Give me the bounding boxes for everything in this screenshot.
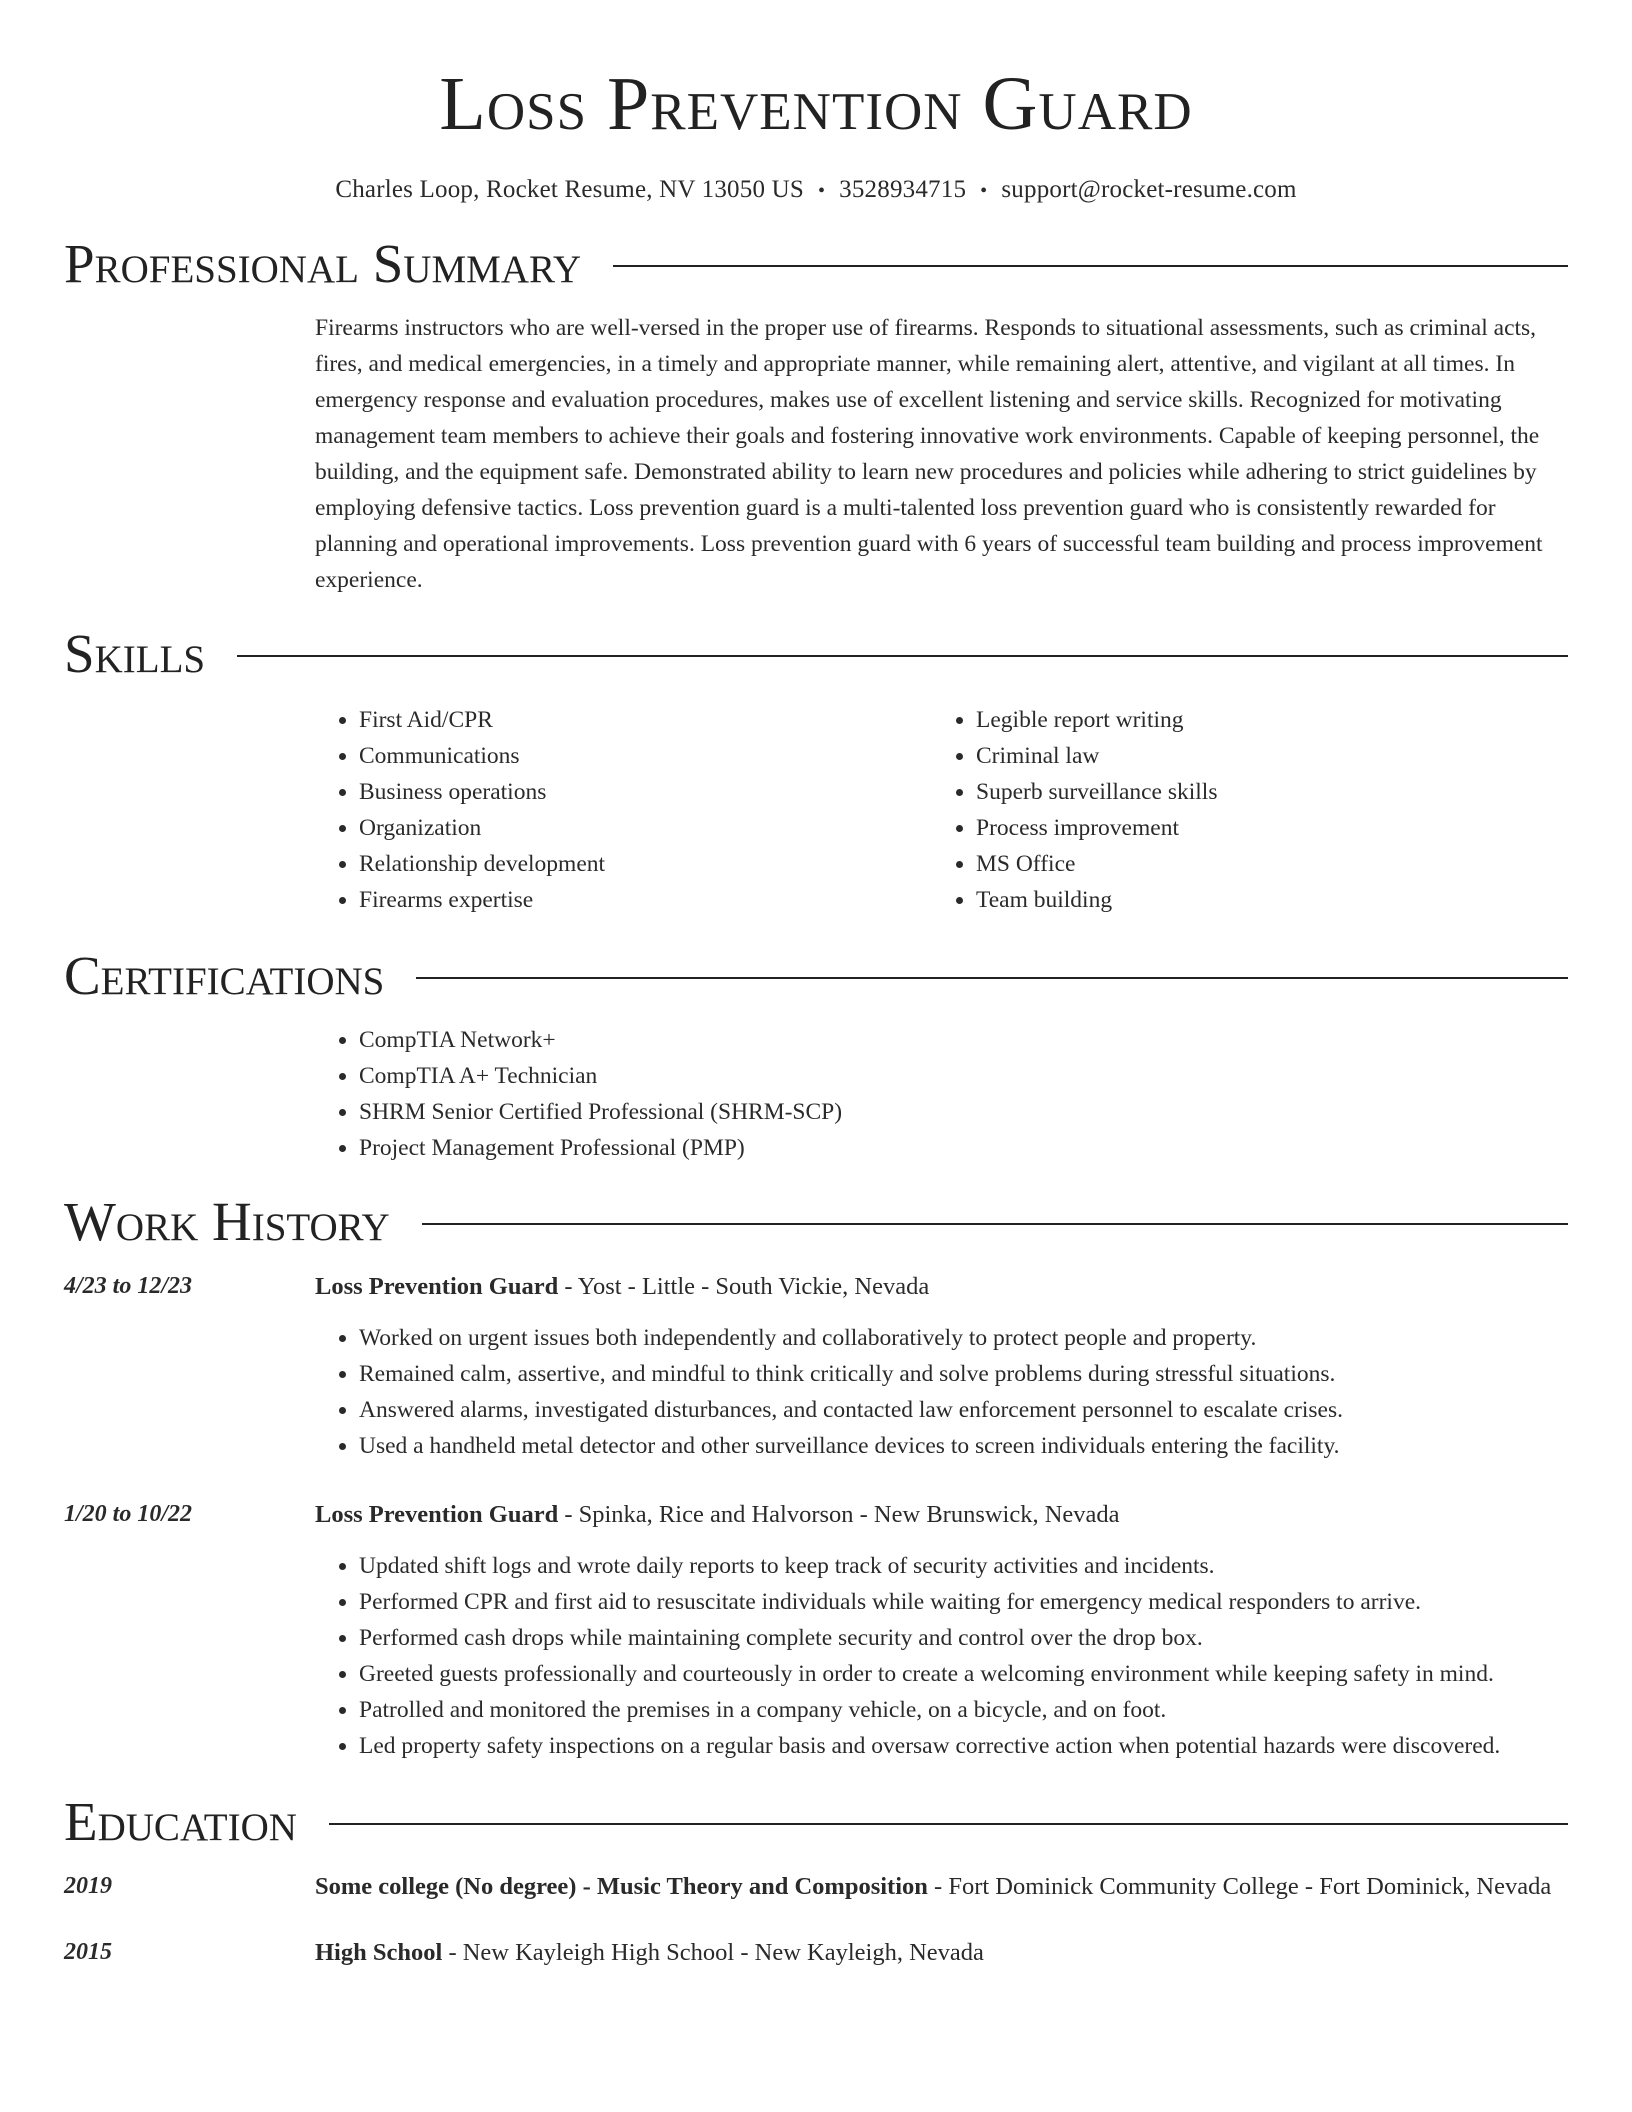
certifications-title: Certifications bbox=[64, 945, 385, 1006]
job-entry bbox=[64, 1496, 1568, 1764]
skill-item: • First Aid/CPR bbox=[359, 702, 932, 738]
education-degree: Some college (No degree) - Music Theory and Composition bbox=[315, 1873, 928, 1900]
job-bullet: • Answered alarms, investigated disturbances, and contacted law enforcement personnel to escalate crises. bbox=[359, 1392, 1568, 1428]
skills-columns bbox=[315, 702, 1568, 918]
job-bullet: • Remained calm, assertive, and mindful to think critically and solve problems during stressful situations. bbox=[359, 1356, 1568, 1392]
job-entry bbox=[64, 1268, 1568, 1464]
job-bullet: • Performed cash drops while maintaining complete security and control over the drop box. bbox=[359, 1620, 1568, 1656]
contact-line bbox=[64, 176, 1568, 204]
section-divider bbox=[416, 977, 1568, 979]
education-title: Education bbox=[64, 1791, 297, 1852]
skill-item: • Organization bbox=[359, 810, 932, 846]
certification-item: • CompTIA Network+ bbox=[359, 1022, 1568, 1058]
job-bullet: • Used a handheld metal detector and other surveillance devices to screen individuals entering the facility. bbox=[359, 1428, 1568, 1464]
summary-section-header bbox=[64, 232, 1568, 296]
skill-item: • Legible report writing bbox=[976, 702, 1549, 738]
certifications-list bbox=[315, 1022, 1568, 1166]
contact-phone: 3528934715 bbox=[839, 176, 967, 203]
job-employer: - Spinka, Rice and Halvorson - New Brunswick, Nevada bbox=[558, 1501, 1120, 1528]
job-employer: - Yost - Little - South Vickie, Nevada bbox=[558, 1273, 930, 1300]
section-divider bbox=[329, 1823, 1568, 1825]
section-divider bbox=[613, 265, 1568, 267]
skill-item: • Criminal law bbox=[976, 738, 1549, 774]
summary-title: Professional Summary bbox=[64, 233, 582, 294]
skill-item: • Relationship development bbox=[359, 846, 932, 882]
skill-item: • Business operations bbox=[359, 774, 932, 810]
skill-item: • Firearms expertise bbox=[359, 882, 932, 918]
job-dates: 4/23 to 12/23 bbox=[64, 1273, 193, 1299]
education-details bbox=[315, 1868, 1568, 1906]
contact-separator: • bbox=[980, 180, 988, 202]
job-bullet: • Performed CPR and first aid to resuscitate individuals while waiting for emergency medical responders to arrive. bbox=[359, 1584, 1568, 1620]
education-details bbox=[315, 1934, 1568, 1972]
section-divider bbox=[422, 1223, 1568, 1225]
job-bullets bbox=[315, 1320, 1568, 1464]
education-year: 2019 bbox=[64, 1873, 112, 1899]
skills-list-right bbox=[932, 702, 1549, 918]
certification-item: • CompTIA A+ Technician bbox=[359, 1058, 1568, 1094]
job-role: Loss Prevention Guard bbox=[315, 1273, 559, 1300]
section-divider bbox=[237, 655, 1568, 657]
skills-section-header bbox=[64, 622, 1568, 686]
certification-item: • SHRM Senior Certified Professional (SHRM-SCP) bbox=[359, 1094, 1568, 1130]
job-bullet: • Greeted guests professionally and courteously in order to create a welcoming environment while keeping safety in mind. bbox=[359, 1656, 1568, 1692]
education-school: - Fort Dominick Community College - Fort Dominick, Nevada bbox=[927, 1873, 1552, 1900]
certification-item: • Project Management Professional (PMP) bbox=[359, 1130, 1568, 1166]
education-degree: High School bbox=[315, 1939, 443, 1966]
education-school: - New Kayleigh High School - New Kayleigh, Nevada bbox=[442, 1939, 984, 1966]
job-details bbox=[315, 1268, 1568, 1464]
work-title: Work History bbox=[64, 1191, 390, 1252]
education-heading bbox=[315, 1934, 1568, 1972]
education-year: 2015 bbox=[64, 1939, 112, 1965]
contact-email: support@rocket-resume.com bbox=[1001, 176, 1297, 203]
job-bullet: • Worked on urgent issues both independently and collaboratively to protect people and property. bbox=[359, 1320, 1568, 1356]
contact-address: Charles Loop, Rocket Resume, NV 13050 US bbox=[335, 176, 804, 203]
skill-item: • Superb surveillance skills bbox=[976, 774, 1549, 810]
certifications-section-header bbox=[64, 944, 1568, 1008]
job-heading bbox=[315, 1268, 1568, 1306]
job-bullet: • Updated shift logs and wrote daily reports to keep track of security activities and incidents. bbox=[359, 1548, 1568, 1584]
summary-text: Firearms instructors who are well-versed in the proper use of firearms. Responds to situational assessments, such as criminal acts, fires, and medical emergencies, in a timely and appropriate manner, while remaining alert, attentive, and vigilant at all times. In emergency response and evaluation procedures, makes use of excellent listening and service skills. Recognized for motivating management team members to achieve their goals and fostering innovative work environments. Capable of keeping personnel, the building, and the equipment safe. Demonstrated ability to learn new procedures and policies while adhering to strict guidelines by employing defensive tactics. Loss prevention guard is a multi-talented loss prevention guard who is consistently rewarded for planning and operational improvements. Loss prevention guard with 6 years of successful team building and process improvement experience. bbox=[315, 315, 1543, 593]
job-dates: 1/20 to 10/22 bbox=[64, 1501, 193, 1527]
contact-separator: • bbox=[817, 180, 826, 202]
education-entry bbox=[64, 1934, 1568, 1972]
skills-list-left bbox=[315, 702, 932, 918]
job-bullet: • Patrolled and monitored the premises in a company vehicle, on a bicycle, and on foot. bbox=[359, 1692, 1568, 1728]
skill-item: • Process improvement bbox=[976, 810, 1549, 846]
job-bullets bbox=[315, 1548, 1568, 1764]
job-role: Loss Prevention Guard bbox=[315, 1501, 559, 1528]
skill-item: • MS Office bbox=[976, 846, 1549, 882]
skills-title: Skills bbox=[64, 623, 206, 684]
education-entry bbox=[64, 1868, 1568, 1906]
job-details bbox=[315, 1496, 1568, 1764]
skill-item: • Communications bbox=[359, 738, 932, 774]
resume-name: Loss Prevention Guard bbox=[439, 62, 1193, 146]
skill-item: • Team building bbox=[976, 882, 1549, 918]
job-bullet: • Led property safety inspections on a regular basis and oversaw corrective action when potential hazards were discovered. bbox=[359, 1728, 1568, 1764]
work-section-header bbox=[64, 1190, 1568, 1254]
education-heading bbox=[315, 1868, 1568, 1906]
job-heading bbox=[315, 1496, 1568, 1534]
education-section-header bbox=[64, 1790, 1568, 1854]
